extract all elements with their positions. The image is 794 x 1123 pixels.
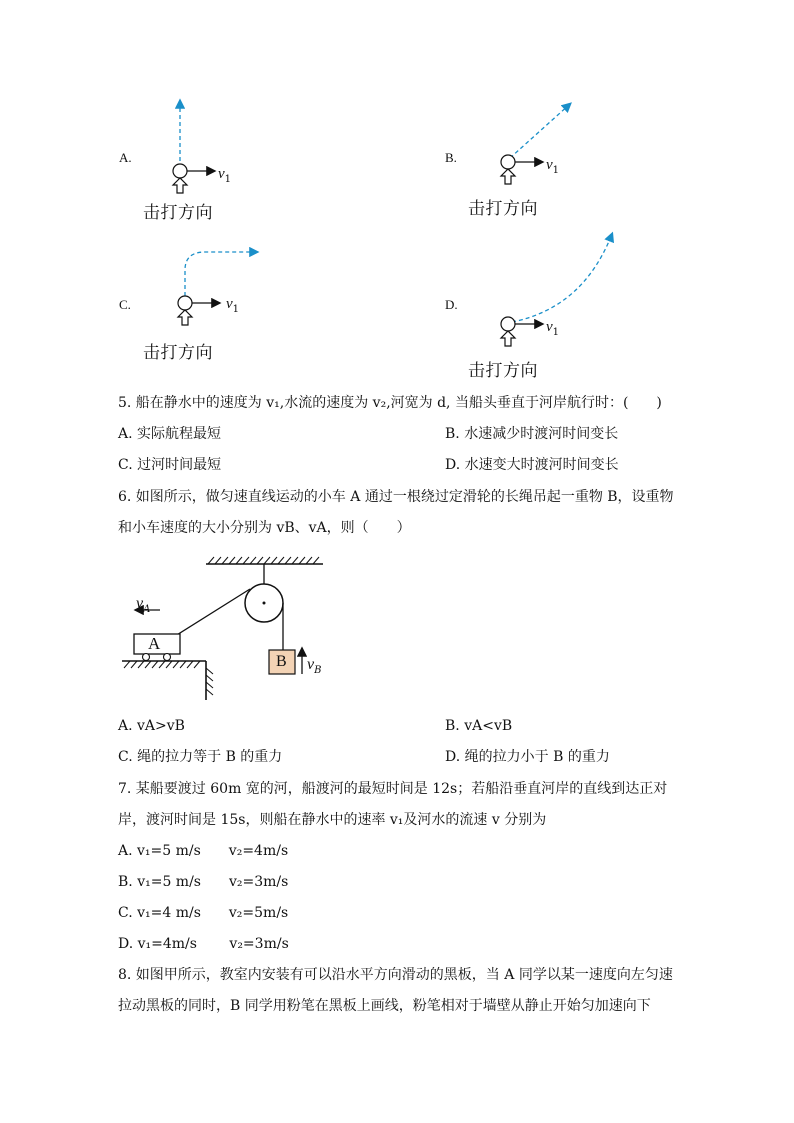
- car-wheel: [164, 654, 171, 661]
- q7-option-d[interactable]: D. v₁=4m/s v₂=3m/s: [118, 936, 289, 952]
- q8-stem-line-2: 拉动黑板的同时，B 同学用粉笔在黑板上画线，粉笔相对于墙壁从静止开始匀加速向下: [118, 998, 651, 1014]
- q5-stem: 5. 船在静水中的速度为 v₁,水流的速度为 v₂,河宽为 d, 当船头垂直于河岸航行时：( ): [118, 395, 662, 411]
- block-label: B: [276, 653, 287, 670]
- trajectory-path: [185, 252, 257, 296]
- q6-option-b[interactable]: B. vA<vB: [445, 718, 513, 734]
- hit-direction-label: 击打方向: [468, 361, 538, 381]
- option-c-label: C.: [119, 297, 131, 312]
- q7-stem-line-2: 岸，渡河时间是 15s，则船在静水中的速率 v₁及河水的流速 v 分别为: [118, 812, 547, 828]
- q5-option-d[interactable]: D. 水速变大时渡河时间变长: [445, 457, 619, 473]
- ball: [178, 296, 192, 310]
- v1-label: $v_1$: [218, 166, 232, 185]
- q6-pulley-diagram: [118, 548, 348, 708]
- ceiling-support: [206, 557, 323, 564]
- car-label: A: [148, 634, 161, 653]
- hit-arrow-icon: [501, 169, 515, 184]
- hit-direction-label: 击打方向: [143, 343, 213, 363]
- q6-option-d[interactable]: D. 绳的拉力小于 B 的重力: [445, 749, 610, 765]
- q6-option-c[interactable]: C. 绳的拉力等于 B 的重力: [118, 749, 283, 765]
- va-label: $v_A$: [136, 595, 151, 616]
- v1-label: $v_1$: [226, 296, 240, 315]
- v1-label: $v_1$: [546, 319, 560, 338]
- option-a-label: A.: [119, 150, 132, 165]
- hit-arrow-icon: [501, 331, 515, 346]
- q7-stem-line-1: 7. 某船要渡过 60m 宽的河，船渡河的最短时间是 12s；若船沿垂直河岸的直线到达正对: [118, 781, 668, 797]
- q7-option-b[interactable]: B. v₁=5 m/s v₂=3m/s: [118, 874, 289, 890]
- q6-stem-line-1: 6. 如图所示，做匀速直线运动的小车 A 通过一根绕过定滑轮的长绳吊起一重物 B，设重物: [118, 489, 674, 505]
- q7-option-a[interactable]: A. v₁=5 m/s v₂=4m/s: [118, 843, 289, 859]
- ball: [501, 317, 515, 331]
- option-b-diagram: [488, 92, 588, 202]
- ground: [122, 661, 213, 700]
- hit-direction-label: 击打方向: [143, 203, 213, 223]
- q5-option-a[interactable]: A. 实际航程最短: [118, 426, 222, 442]
- trajectory-path: [510, 104, 570, 158]
- option-c-diagram: [165, 240, 285, 350]
- ball: [173, 164, 187, 178]
- option-d-diagram: [488, 228, 618, 358]
- q5-option-b[interactable]: B. 水速减少时渡河时间变长: [445, 426, 619, 442]
- hit-arrow-icon: [173, 178, 187, 193]
- option-b-label: B.: [445, 150, 457, 165]
- rope-to-car: [172, 589, 250, 638]
- q8-stem-line-1: 8. 如图甲所示，教室内安装有可以沿水平方向滑动的黑板，当 A 同学以某一速度向左匀速: [118, 967, 673, 983]
- car-wheel: [143, 654, 150, 661]
- hit-direction-label: 击打方向: [468, 199, 538, 219]
- ball: [501, 155, 515, 169]
- option-a-diagram: [160, 95, 260, 205]
- v1-label: $v_1$: [546, 157, 560, 176]
- option-d-label: D.: [445, 297, 458, 312]
- q6-stem-line-2: 和小车速度的大小分别为 vB、vA，则（ ）: [118, 520, 411, 536]
- vb-label: $v_B$: [307, 656, 322, 677]
- q6-option-a[interactable]: A. vA>vB: [118, 718, 185, 734]
- trajectory-path: [512, 234, 612, 322]
- q7-option-c[interactable]: C. v₁=4 m/s v₂=5m/s: [118, 905, 289, 921]
- hit-arrow-icon: [178, 310, 192, 325]
- q5-option-c[interactable]: C. 过河时间最短: [118, 457, 222, 473]
